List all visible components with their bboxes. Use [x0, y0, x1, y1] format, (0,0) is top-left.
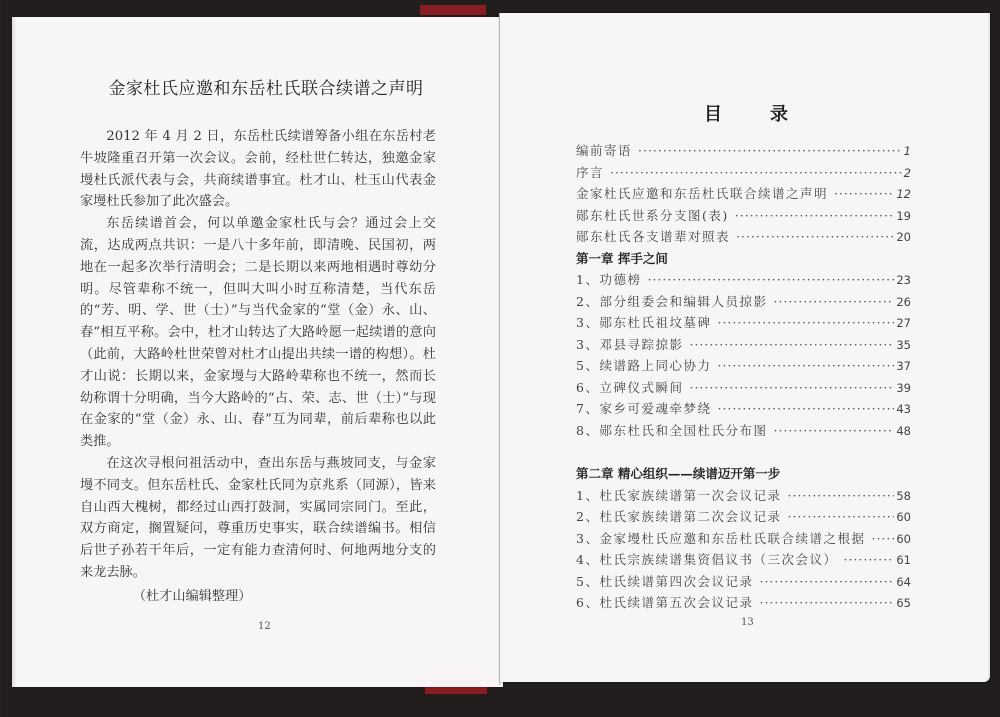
- toc-entry-label: 5、续谱路上同心协力: [576, 358, 712, 373]
- toc-page-number: 23: [896, 273, 911, 287]
- toc-entry: [576, 377, 911, 399]
- toc-entry: [576, 312, 911, 334]
- toc-leader-dots: [759, 571, 894, 593]
- toc-leader-dots: [689, 377, 894, 399]
- bookmark-ribbon-top: [420, 5, 486, 15]
- toc-entry-label: 编前寄语: [576, 143, 633, 158]
- toc-chapter-heading: 第二章 精心组织——续谱迈开第一步: [576, 466, 781, 481]
- toc-leader-dots: [773, 420, 894, 442]
- toc-page-number: 20: [896, 230, 911, 244]
- toc-page-number: 39: [896, 380, 911, 395]
- toc-entry-label: 6、杜氏续谱第五次会议记录: [576, 595, 754, 610]
- declaration-title: 金家杜氏应邀和东岳杜氏联合续谱之声明: [108, 79, 424, 99]
- toc-spacer: [576, 441, 911, 463]
- toc-entry-label: 1、杜氏家族续谱第一次会议记录: [576, 487, 782, 503]
- page-number-right: 13: [741, 617, 754, 628]
- toc-entry: [576, 528, 911, 550]
- toc-entry: [576, 549, 911, 571]
- toc-page-number: 1: [903, 144, 911, 158]
- toc-leader-dots: [717, 312, 894, 334]
- toc-page-number: 12: [896, 187, 911, 201]
- toc-entry-label: 3、金家墁杜氏应邀和东岳杜氏联合续谱之根据: [576, 530, 866, 546]
- toc-entry: [576, 355, 911, 377]
- toc-leader-dots: [717, 355, 894, 377]
- paragraph: 在这次寻根问祖活动中，查出东岳与燕坡同支，与金家墁不同支。但东岳杜氏、金家杜氏同为京兆系（同源），皆来自山西大槐树，都经过山西打鼓洞，实属同宗同门。至此，双方商定，搁置疑问，尊重历史事实，联合续谱编书。相信后世子孙若干年后，一定有能力查清何时、何地两地分支的来龙去脉。: [80, 455, 436, 580]
- toc-page-number: 61: [896, 553, 911, 567]
- toc-page-number: 65: [896, 596, 911, 610]
- toc-page-number: 64: [896, 574, 911, 589]
- toc-entry: [576, 506, 911, 528]
- toc-entry: [576, 398, 911, 420]
- page-number-left: 12: [258, 621, 271, 632]
- toc-leader-dots: [647, 269, 894, 291]
- toc-leader-dots: [787, 485, 894, 507]
- toc-entry-label: 7、家乡可爱魂牵梦绕: [576, 401, 712, 416]
- toc-leader-dots: [834, 183, 894, 205]
- toc-leader-dots: [689, 334, 894, 356]
- toc-leader-dots: [787, 506, 894, 528]
- toc-page-number: 2: [903, 165, 911, 180]
- toc-entry: [576, 420, 911, 442]
- toc-leader-dots: [871, 528, 894, 550]
- toc-entry-label: 金家杜氏应邀和东岳杜氏联合续谱之声明: [576, 186, 829, 201]
- toc-entry-label: 3、邓县寻踪掠影: [576, 336, 684, 352]
- declaration-body: [80, 126, 436, 608]
- toc-title: 目 录: [704, 104, 788, 125]
- toc-entry: [576, 140, 911, 162]
- toc-entry: [576, 162, 911, 184]
- toc-page-number: 60: [896, 531, 911, 546]
- paragraph: 东岳续谱首会，何以单邀金家杜氏与会？通过会上交流，达成两点共识：一是八十多年前，即清晚、民国初，两地在一起多次举行清明会；二是长期以来两地相遇时尊幼分明。尽管辈称不统一，但叫大叫小时互称清楚，当代东岳的“芳、明、学、世（士）”与当代金家的“堂（金）永、山、春”相互平称。会中，杜才山转达了大路岭愿一起续谱的意向（此前，大路岭杜世荣曾对杜才山提出共续一谱的构想）。杜才山说：长期以来，金家墁与大路岭辈称也不统一，然而长幼称谓十分明确，当今大路岭的“占、荣、志、世（士）”与现在金家的“堂（金）永、山、春”互为同辈，前后辈称也以此类推。: [80, 216, 436, 450]
- toc-entry-label: 2、部分组委会和编辑人员掠影: [576, 293, 768, 309]
- toc-page-number: 26: [896, 294, 911, 309]
- toc-leader-dots: [717, 398, 894, 420]
- toc-entry: [576, 205, 911, 227]
- toc-entry-label: 6、立碑仪式瞬间: [576, 379, 684, 395]
- toc-leader-dots: [610, 162, 902, 184]
- toc-page-number: 60: [896, 510, 911, 524]
- paragraph: 2012 年 4 月 2 日，东岳杜氏续谱筹备小组在东岳村老牛坡隆重召开第一次会议。会前，经杜世仁转达，独邀金家墁杜氏派代表与会，共商续谱事宜。杜才山、杜玉山代表金家墁杜氏参加了此次盛会。: [80, 129, 436, 210]
- toc-entry-label: 3、郧东杜氏祖坟墓碑: [576, 315, 712, 330]
- toc-entry-label: 8、郧东杜氏和全国杜氏分布图: [576, 422, 768, 438]
- toc-entry-label: 4、杜氏宗族续谱集资倡议书（三次会议）: [576, 552, 838, 567]
- toc-entry-label: 2、杜氏家族续谱第二次会议记录: [576, 509, 782, 524]
- toc-leader-dots: [759, 592, 894, 614]
- toc-page-number: 35: [896, 337, 911, 352]
- toc-page-number: 19: [896, 208, 911, 223]
- toc-page-number: 58: [896, 488, 911, 503]
- toc-page-number: 43: [896, 402, 911, 416]
- toc-leader-dots: [773, 291, 894, 313]
- toc-leader-dots: [735, 205, 895, 227]
- toc-page-number: 27: [896, 316, 911, 330]
- toc-entry: [576, 485, 911, 507]
- signature: （杜才山编辑整理）: [132, 588, 252, 604]
- toc-entry: [576, 571, 911, 593]
- toc-entry-label: 1、功德榜: [576, 272, 642, 287]
- toc-page-number: 37: [896, 359, 911, 373]
- toc-page-number: 48: [896, 423, 911, 438]
- toc-leader-dots: [843, 549, 894, 571]
- toc-leader-dots: [736, 226, 894, 248]
- toc-entry-label: 序言: [576, 164, 605, 180]
- toc-entry-label: 郧东杜氏各支谱辈对照表: [576, 229, 731, 244]
- toc-entry: [576, 291, 911, 313]
- toc-leader-dots: [638, 140, 902, 162]
- toc-entry-label: 郧东杜氏世系分支图(表): [576, 207, 729, 223]
- toc-entry-label: 5、杜氏续谱第四次会议记录: [576, 573, 754, 589]
- toc-entry: [576, 269, 911, 291]
- toc-entry: [576, 592, 911, 614]
- toc-chapter-heading: 第一章 挥手之间: [576, 250, 668, 266]
- toc-entry: [576, 226, 911, 248]
- toc-entry: [576, 183, 911, 205]
- toc-entry: [576, 334, 911, 356]
- table-of-contents: [576, 140, 911, 614]
